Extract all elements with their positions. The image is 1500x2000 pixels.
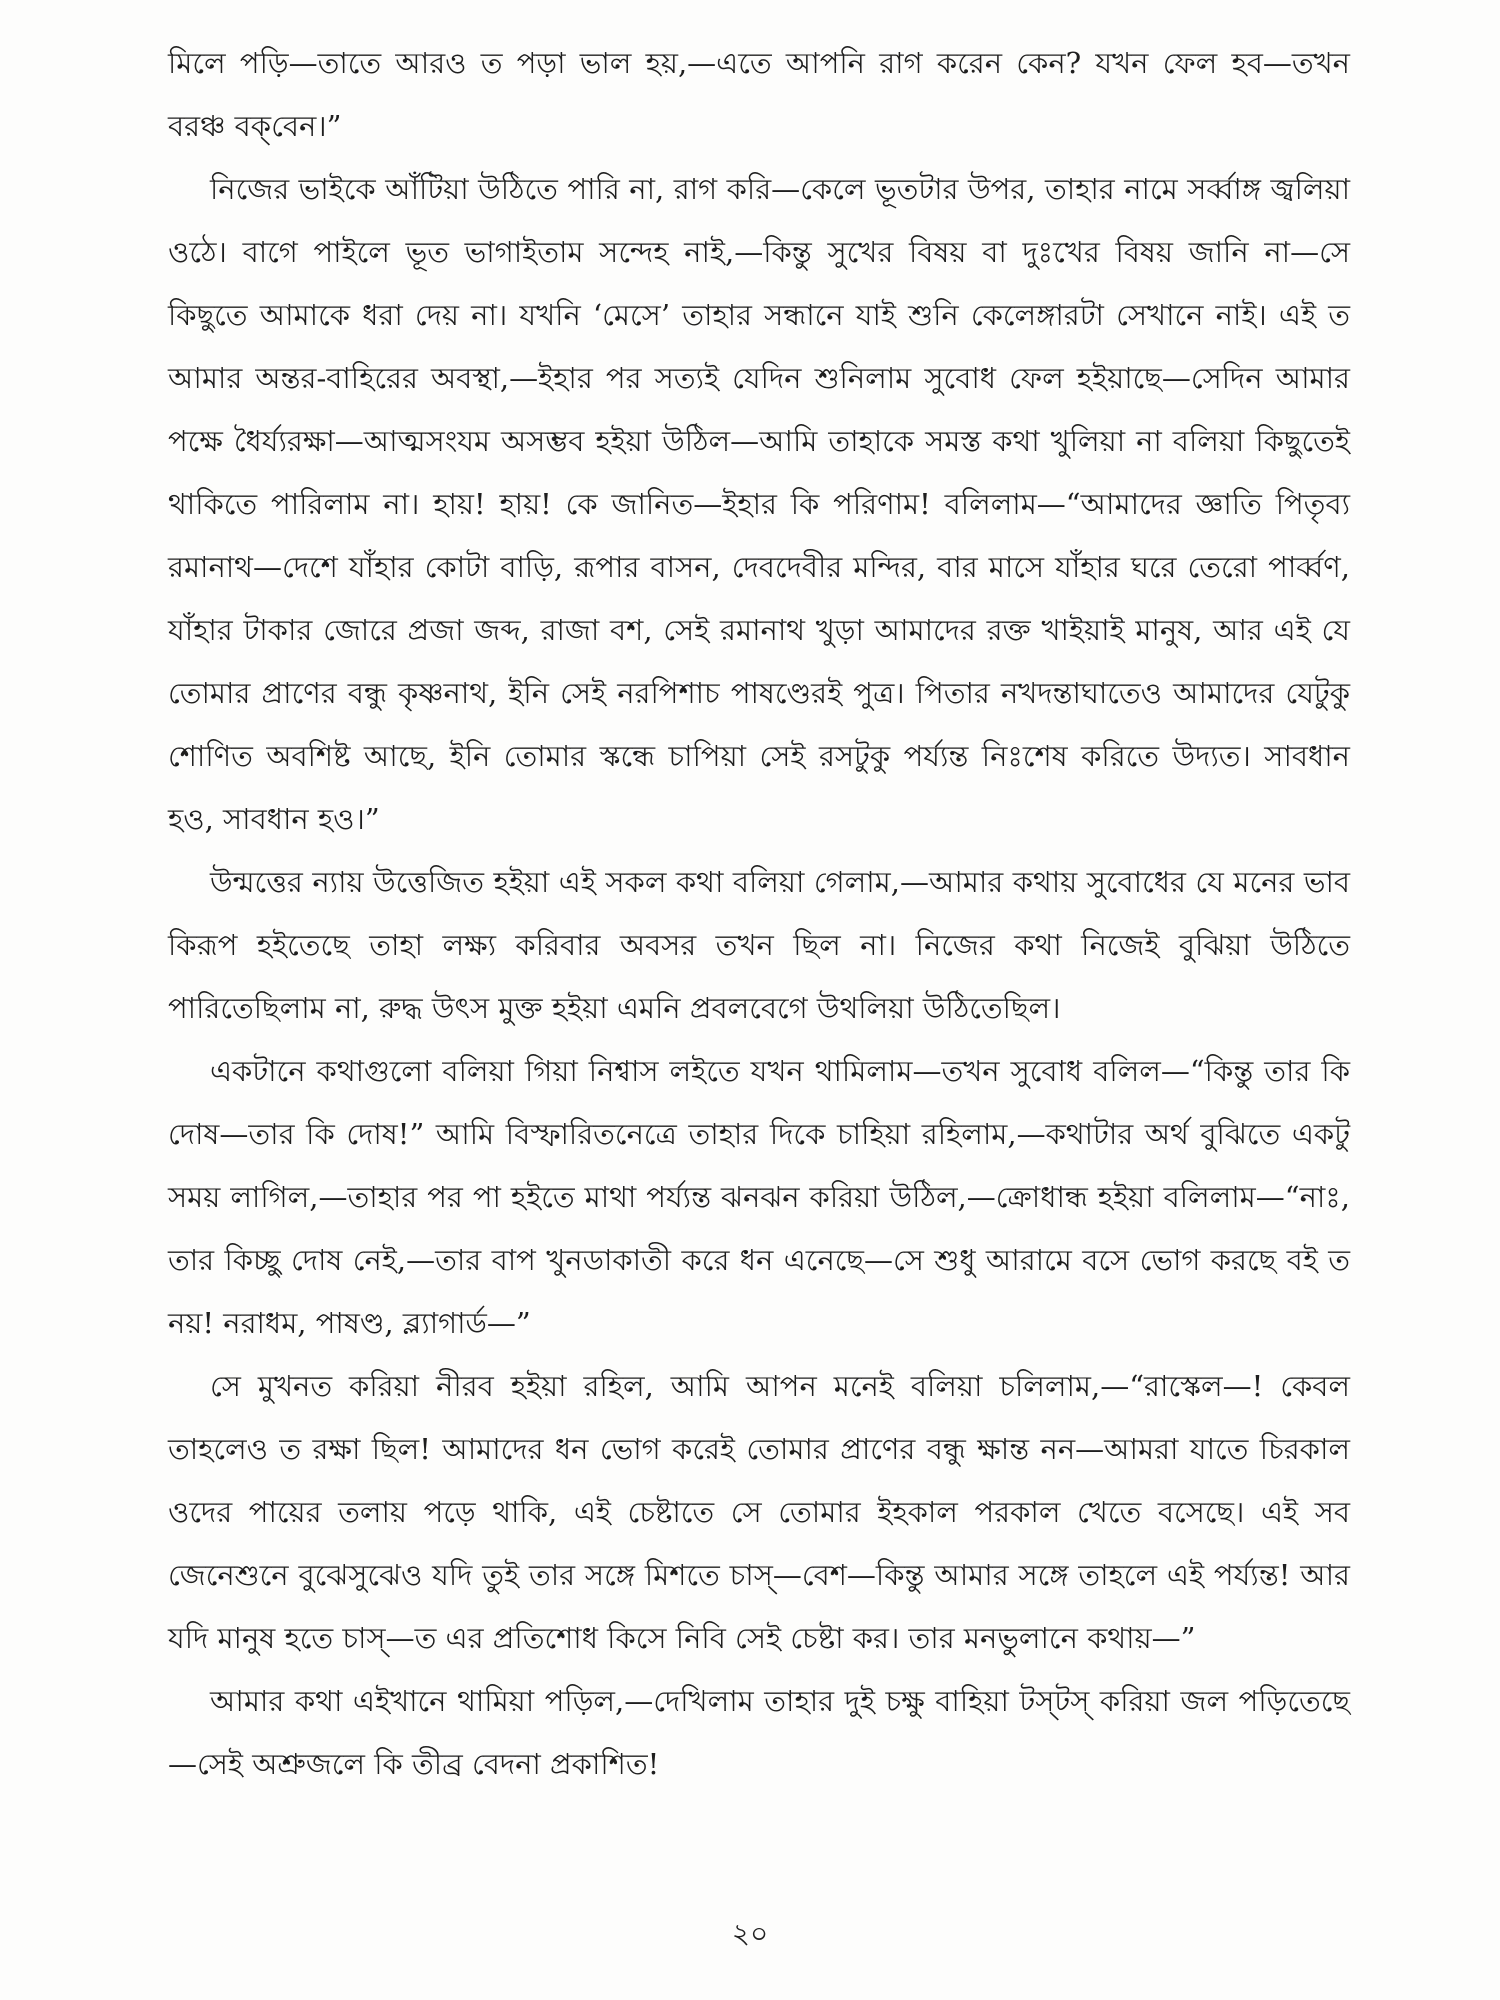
page-number: ২০: [731, 1917, 769, 1950]
paragraph-continuation: মিলে পড়ি—তাতে আরও ত পড়া ভাল হয়,—এতে আপনি রাগ করেন কেন? যখন ফেল হব—তখন বরঞ্চ বক্‌বেন।”: [168, 46, 1350, 143]
paragraph: একটানে কথাগুলো বলিয়া গিয়া নিশ্বাস লইতে যখন থামিলাম—তখন সুবোধ বলিল—“কিন্তু তার কি দোষ—তার কি দোষ!” আমি বিস্ফারিতনেত্রে তাহার দিকে চাহিয়া রহিলাম,—কথাটার অর্থ বুঝিতে একটু সময় লাগিল,—তাহার পর পা হইতে মাথা পর্য্যন্ত ঝনঝন করিয়া উঠিল,—ক্রোধান্ধ হইয়া বলিলাম—“নাঃ, তার কিচ্ছু দোষ নেই,—তার বাপ খুনডাকাতী করে ধন এনেছে—সে শুধু আরামে বসে ভোগ করছে বই ত নয়! নরাধম, পাষণ্ড, ব্ল্যাগার্ড—”: [168, 1054, 1350, 1340]
paragraph: উন্মত্তের ন্যায় উত্তেজিত হইয়া এই সকল কথা বলিয়া গেলাম,—আমার কথায় সুবোধের যে মনের ভাব কিরূপ হইতেছে তাহা লক্ষ্য করিবার অবসর তখন ছিল না। নিজের কথা নিজেই বুঝিয়া উঠিতে পারিতেছিলাম না, রুদ্ধ উৎস মুক্ত হইয়া এমনি প্রবলবেগে উথলিয়া উঠিতেছিল।: [168, 865, 1350, 1025]
paragraph: সে মুখনত করিয়া নীরব হইয়া রহিল, আমি আপন মনেই বলিয়া চলিলাম,—“রাস্কেল—! কেবল তাহলেও ত রক্ষা ছিল! আমাদের ধন ভোগ করেই তোমার প্রাণের বন্ধু ক্ষান্ত নন—আমরা যাতে চিরকাল ওদের পায়ের তলায় পড়ে থাকি, এই চেষ্টাতে সে তোমার ইহকাল পরকাল খেতে বসেছে। এই সব জেনেশুনে বুঝেসুঝেও যদি তুই তার সঙ্গে মিশতে চাস্‌—বেশ—কিন্তু আমার সঙ্গে তাহলে এই পর্য্যন্ত! আর যদি মানুষ হতে চাস্‌—ত এর প্রতিশোধ কিসে নিবি সেই চেষ্টা কর। তার মনভুলানে কথায়—”: [168, 1369, 1350, 1655]
paragraph: আমার কথা এইখানে থামিয়া পড়িল,—দেখিলাম তাহার দুই চক্ষু বাহিয়া টস্‌টস্‌ করিয়া জল পড়িতেছে—সেই অশ্রুজলে কি তীব্র বেদনা প্রকাশিত!: [168, 1684, 1350, 1781]
paragraph: নিজের ভাইকে আঁটিয়া উঠিতে পারি না, রাগ করি—কেলে ভূতটার উপর, তাহার নামে সর্ব্বাঙ্গ জ্বলিয়া ওঠে। বাগে পাইলে ভূত ভাগাইতাম সন্দেহ নাই,—কিন্তু সুখের বিষয় বা দুঃখের বিষয় জানি না—সে কিছুতে আমাকে ধরা দেয় না। যখনি ‘মেসে’ তাহার সন্ধানে যাই শুনি কেলেঙ্গারটা সেখানে নাই। এই ত আমার অন্তর-বাহিরের অবস্থা,—ইহার পর সত্যই যেদিন শুনিলাম সুবোধ ফেল হইয়াছে—সেদিন আমার পক্ষে ধৈর্য্যরক্ষা—আত্মসংযম অসম্ভব হইয়া উঠিল—আমি তাহাকে সমস্ত কথা খুলিয়া না বলিয়া কিছুতেই থাকিতে পারিলাম না। হায়! হায়! কে জানিত—ইহার কি পরিণাম! বলিলাম—“আমাদের জ্ঞাতি পিতৃব্য রমানাথ—দেশে যাঁহার কোটা বাড়ি, রূপার বাসন, দেবদেবীর মন্দির, বার মাসে যাঁহার ঘরে তেরো পার্ব্বণ, যাঁহার টাকার জোরে প্রজা জব্দ, রাজা বশ, সেই রমানাথ খুড়া আমাদের রক্ত খাইয়াই মানুষ, আর এই যে তোমার প্রাণের বন্ধু কৃষ্ণনাথ, ইনি সেই নরপিশাচ পাষণ্ডেরই পুত্র। পিতার নখদন্তাঘাতেও আমাদের যেটুকু শোণিত অবশিষ্ট আছে, ইনি তোমার স্কন্ধে চাপিয়া সেই রসটুকু পর্য্যন্ত নিঃশেষ করিতে উদ্যত। সাবধান হও, সাবধান হও।”: [168, 172, 1350, 836]
page-text: [168, 32, 1350, 1796]
